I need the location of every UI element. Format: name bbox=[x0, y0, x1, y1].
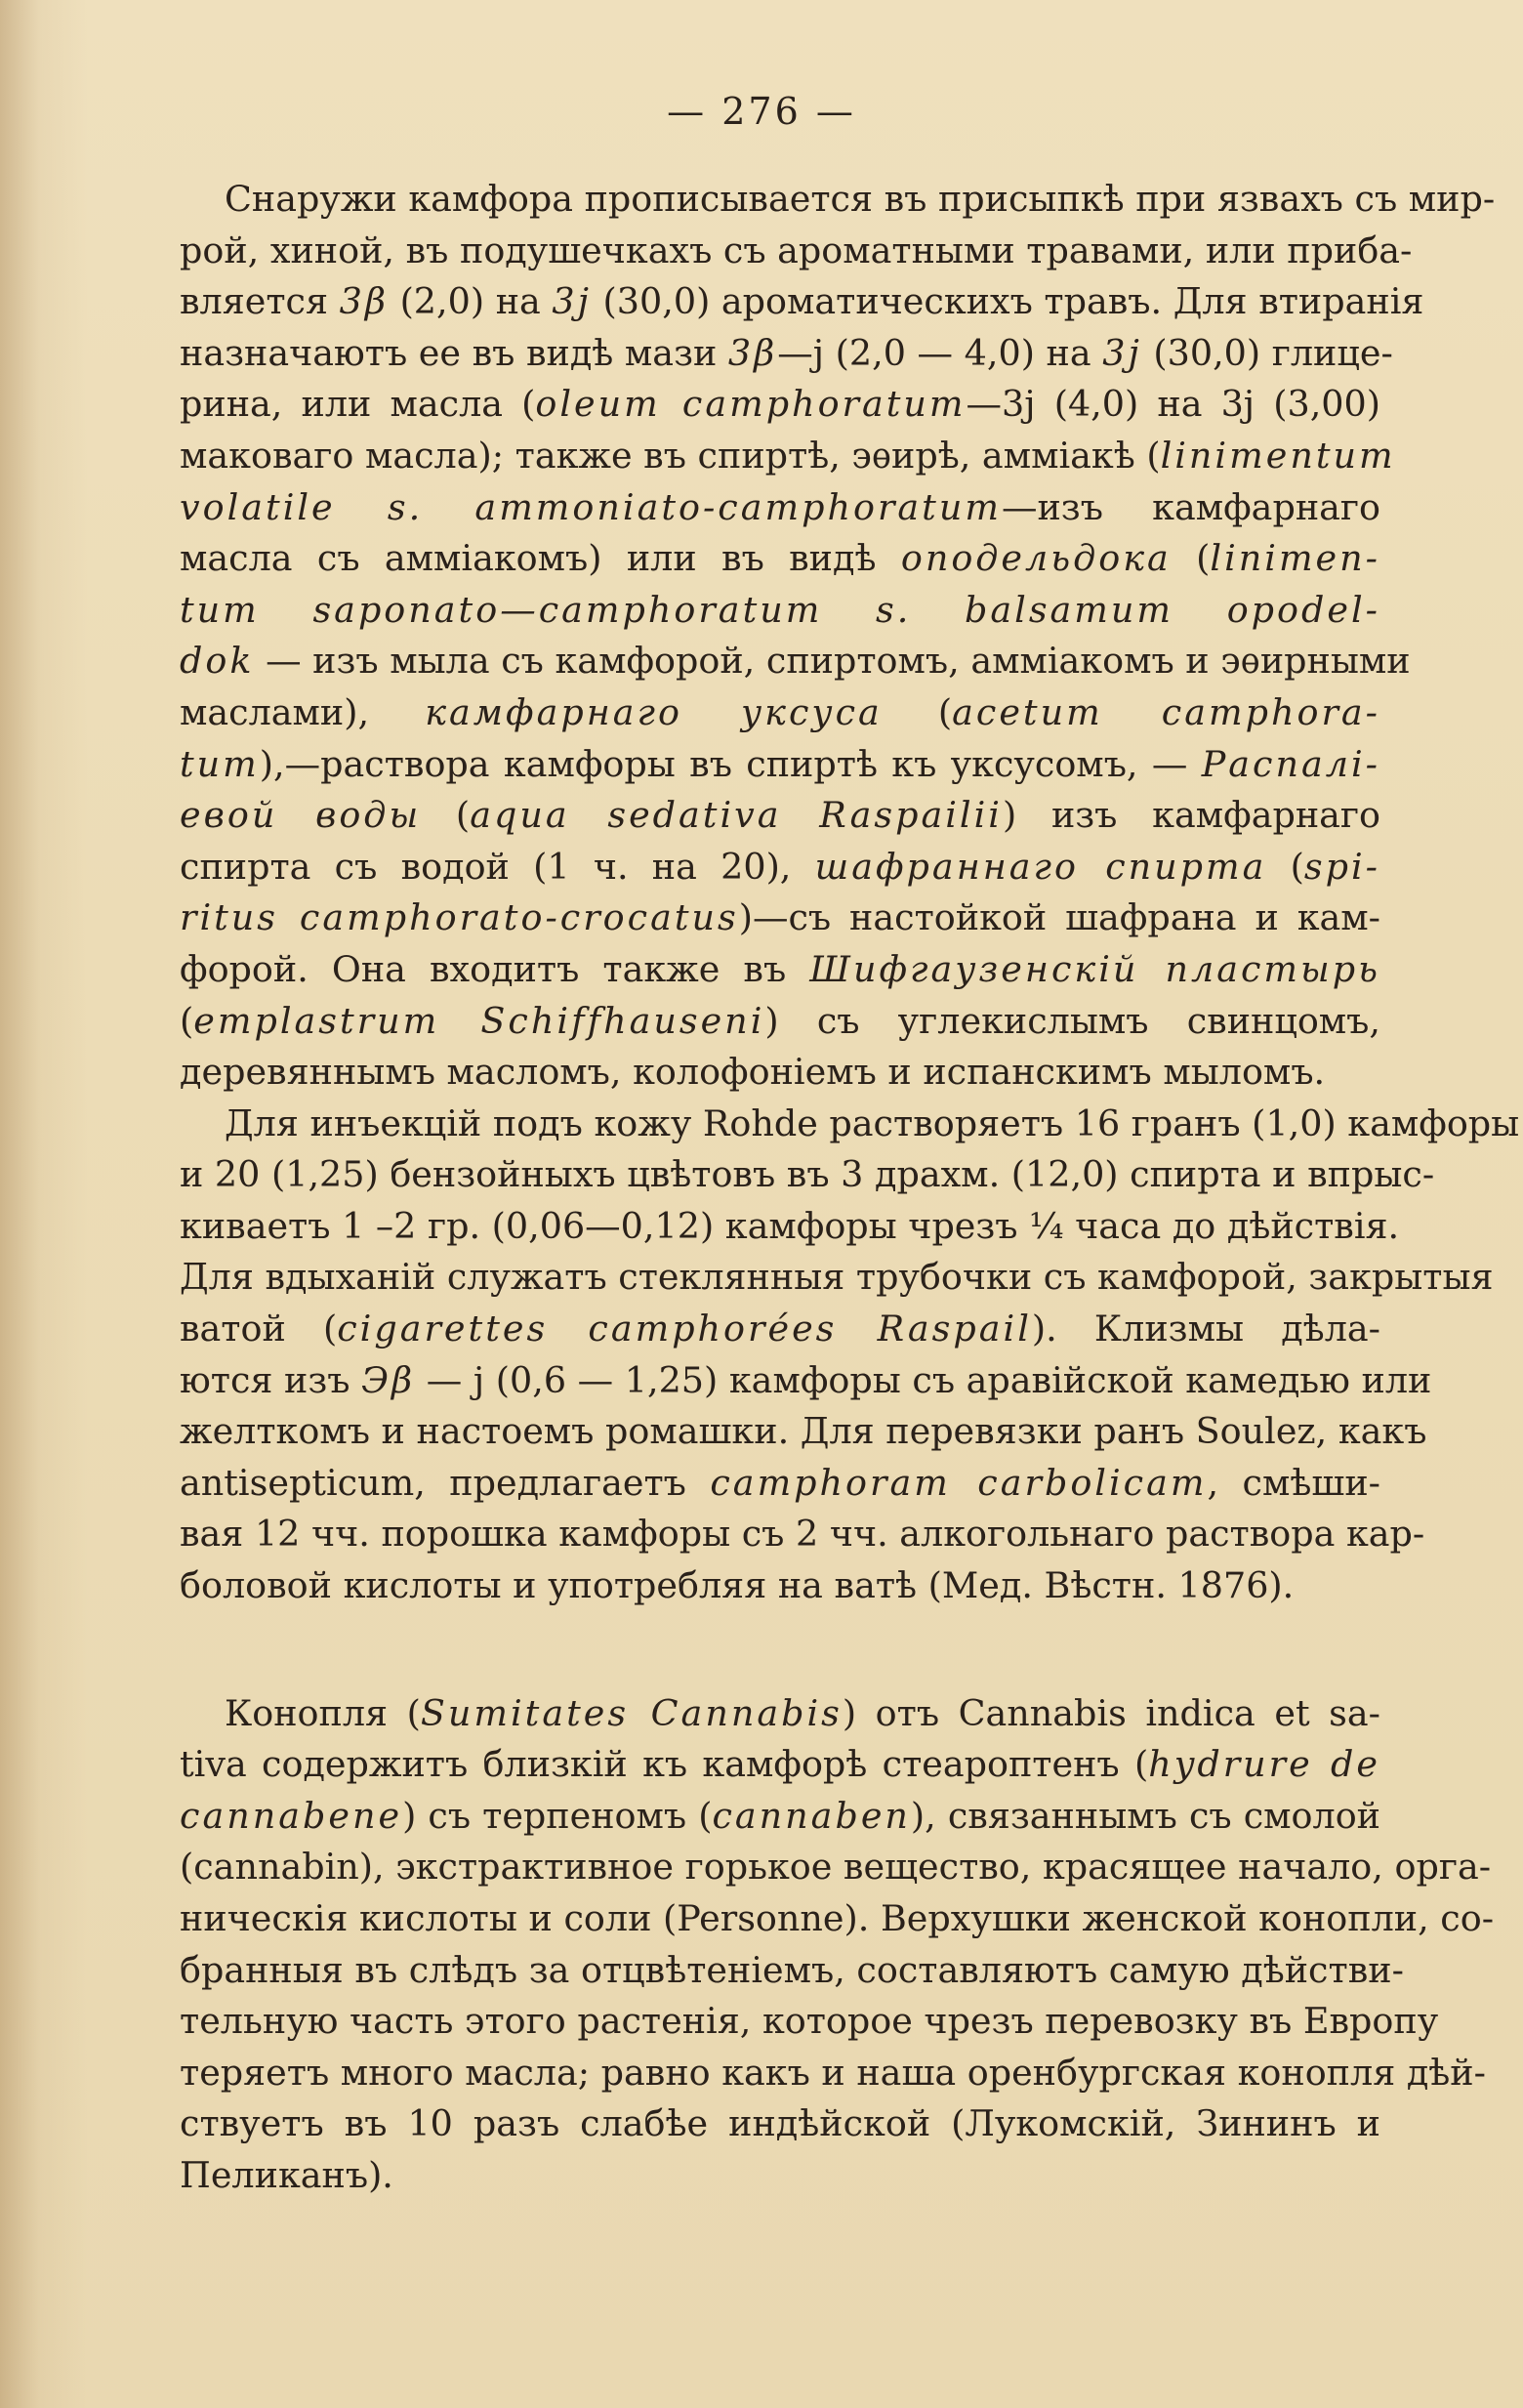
text-run: antisepticum, предлагаетъ bbox=[180, 1461, 711, 1504]
text-run: ( bbox=[421, 794, 471, 837]
italic-term: оподельдока bbox=[900, 537, 1172, 580]
text-run: ) изъ камфарнаго bbox=[1002, 794, 1381, 837]
text-run: ватой ( bbox=[180, 1308, 338, 1350]
text-run: Пеликанъ). bbox=[180, 2153, 393, 2196]
text-run: боловой кислоты и употребляя на ватѣ (Мед. Вѣстн. 1876). bbox=[180, 1564, 1295, 1607]
text-line bbox=[180, 1047, 1380, 1099]
text-line bbox=[180, 1406, 1427, 1458]
text-line bbox=[180, 1149, 1435, 1201]
text-run: (2,0) на bbox=[388, 280, 553, 323]
text-run: — изъ мыла съ камфорой, спиртомъ, амміакомъ и эѳирными bbox=[254, 640, 1411, 683]
text-line bbox=[180, 944, 1380, 996]
text-run: ) съ углекислымъ свинцомъ, bbox=[764, 999, 1381, 1042]
paragraph-camphor-external bbox=[180, 174, 1496, 1099]
text-line bbox=[180, 2150, 1380, 2202]
italic-term: 3β bbox=[727, 331, 778, 374]
text-line bbox=[180, 533, 1380, 585]
text-run: ) съ терпеномъ ( bbox=[402, 1794, 713, 1837]
text-line bbox=[180, 739, 1380, 791]
italic-term: tum saponato—camphoratum s. balsamum opodel- bbox=[180, 588, 1380, 631]
text-run: рой, хиной, въ подушечкахъ съ ароматными травами, или приба- bbox=[180, 228, 1413, 271]
text-run: назначаютъ ее въ видѣ мази bbox=[180, 331, 728, 374]
text-run: и 20 (1,25) бензойныхъ цвѣтовъ въ 3 драхм. (12,0) спирта и впрыс- bbox=[180, 1153, 1435, 1196]
italic-term: камфарнаго уксуса bbox=[425, 690, 883, 733]
text-run: ), связаннымъ съ смолой bbox=[910, 1794, 1380, 1837]
paragraph-camphor-injection bbox=[180, 1099, 1520, 1612]
text-run: , смѣши- bbox=[1207, 1461, 1380, 1504]
text-run: ( bbox=[180, 999, 194, 1042]
text-run: Для вдыханій служатъ стеклянныя трубочки съ камфорой, закрытыя bbox=[180, 1256, 1494, 1299]
text-run: ). Клизмы дѣла- bbox=[1031, 1308, 1380, 1350]
text-line bbox=[180, 1458, 1380, 1510]
paragraph-gap bbox=[180, 1612, 1380, 1688]
text-run: (30,0) ароматическихъ травъ. Для втиранія bbox=[591, 280, 1424, 323]
text-line bbox=[180, 1791, 1380, 1843]
text-line bbox=[180, 1509, 1425, 1560]
text-run: (cannabin), экстрактивное горькое вещество, красящее начало, орга- bbox=[180, 1846, 1492, 1889]
text-line bbox=[180, 379, 1380, 431]
text-run: киваетъ 1 –2 гр. (0,06—0,12) камфоры чрезъ ¼ часа до дѣйствія. bbox=[180, 1204, 1400, 1247]
italic-term: Эβ bbox=[361, 1358, 416, 1401]
italic-term: cannaben bbox=[712, 1794, 911, 1837]
text-line bbox=[180, 790, 1380, 842]
text-line bbox=[180, 2048, 1486, 2099]
text-run: ( bbox=[1266, 845, 1304, 888]
text-line bbox=[180, 687, 1380, 739]
text-line bbox=[180, 1739, 1380, 1791]
text-run: маслами), bbox=[180, 690, 426, 733]
text-run: Снаружи камфора прописывается въ присыпкѣ при язвахъ съ мир- bbox=[225, 178, 1496, 220]
italic-term: cigarettes camphorées Raspail bbox=[337, 1308, 1032, 1350]
text-run: теряетъ много масла; равно какъ и наша оренбургская конопля дѣй- bbox=[180, 2051, 1486, 2094]
text-run: деревяннымъ масломъ, колофоніемъ и испанскимъ мыломъ. bbox=[180, 1051, 1326, 1094]
text-run: Для инъекцій подъ кожу Rohde растворяетъ 16 гранъ (1,0) камфоры bbox=[225, 1101, 1520, 1144]
text-line bbox=[180, 276, 1424, 328]
text-run: ются изъ bbox=[180, 1358, 362, 1401]
italic-term: dok bbox=[180, 640, 255, 683]
text-line bbox=[180, 174, 1496, 226]
text-run: ническія кислоты и соли (Personne). Верхушки женской конопли, со- bbox=[180, 1897, 1495, 1939]
text-line bbox=[180, 1252, 1494, 1304]
text-line bbox=[180, 1304, 1380, 1355]
italic-term: cannabene bbox=[180, 1794, 403, 1837]
italic-term: linimentum bbox=[1160, 434, 1396, 477]
text-run: tiva содержитъ близкій къ камфорѣ стеароптенъ ( bbox=[180, 1743, 1149, 1786]
text-run: спирта съ водой (1 ч. на 20), bbox=[180, 845, 815, 888]
italic-term: emplastrum Schiffhauseni bbox=[193, 999, 765, 1042]
italic-term: 3j bbox=[1102, 331, 1142, 374]
italic-term: tum bbox=[180, 742, 260, 785]
italic-term: volatile s. ammoniato-camphoratum bbox=[180, 485, 1002, 528]
italic-term: hydrure de bbox=[1148, 1743, 1380, 1786]
text-run: (30,0) глице- bbox=[1141, 331, 1393, 374]
text-line bbox=[180, 1893, 1495, 1945]
text-line bbox=[180, 1201, 1400, 1253]
text-run: тельную часть этого растенія, которое чрезъ перевозку въ Европу bbox=[180, 2000, 1439, 2043]
italic-term: camphoram carbolicam bbox=[710, 1461, 1208, 1504]
text-line bbox=[180, 1996, 1439, 2048]
text-line bbox=[180, 2098, 1380, 2150]
text-run: ( bbox=[882, 690, 953, 733]
italic-term: евой воды bbox=[180, 794, 422, 837]
italic-term: Распалі- bbox=[1201, 742, 1380, 785]
italic-term: Sumitates Cannabis bbox=[420, 1691, 843, 1734]
text-line bbox=[180, 1355, 1432, 1407]
italic-term: шафраннаго спирта bbox=[814, 845, 1267, 888]
text-run: —изъ камфарнаго bbox=[1001, 485, 1380, 528]
text-line bbox=[180, 226, 1413, 277]
text-run: —3j (4,0) на 3j (3,00) bbox=[966, 383, 1380, 426]
text-line bbox=[180, 1842, 1492, 1893]
italic-term: 3β bbox=[339, 280, 389, 323]
page-text bbox=[180, 174, 1520, 2202]
italic-term: Шифгаузенскій пластырь bbox=[809, 947, 1380, 990]
text-run: вая 12 чч. порошка камфоры съ 2 чч. алкогольнаго раствора кар- bbox=[180, 1513, 1425, 1556]
italic-term: oleum camphoratum bbox=[535, 383, 967, 426]
text-run: Конопля ( bbox=[225, 1691, 421, 1734]
text-line bbox=[180, 482, 1380, 534]
text-run: рина, или масла ( bbox=[180, 383, 536, 426]
text-line bbox=[180, 1945, 1404, 1997]
italic-term: aqua sedativa Raspailii bbox=[470, 794, 1003, 837]
italic-term: ritus camphorato-crocatus bbox=[180, 896, 739, 939]
text-line bbox=[180, 585, 1380, 637]
text-line bbox=[180, 842, 1380, 893]
italic-term: 3j bbox=[552, 280, 592, 323]
text-line bbox=[180, 1099, 1520, 1150]
text-run: ) отъ Cannabis indica et sa- bbox=[842, 1691, 1380, 1734]
italic-term: spi- bbox=[1303, 845, 1380, 888]
text-line bbox=[180, 1560, 1380, 1612]
text-line bbox=[180, 431, 1396, 482]
text-run: вляется bbox=[180, 280, 340, 323]
italic-term: acetum camphora- bbox=[952, 690, 1380, 733]
text-run: бранныя въ слѣдъ за отцвѣтеніемъ, составляютъ самую дѣйстви- bbox=[180, 1948, 1404, 1991]
text-line bbox=[180, 893, 1380, 944]
text-line bbox=[180, 328, 1393, 380]
italic-term: linimen- bbox=[1210, 537, 1381, 580]
text-line bbox=[180, 636, 1411, 687]
text-line bbox=[180, 1688, 1380, 1740]
text-run: ),—раствора камфоры въ спиртѣ къ уксусомъ, — bbox=[259, 742, 1202, 785]
text-run: —j (2,0 — 4,0) на bbox=[777, 331, 1103, 374]
page-number: — 276 — bbox=[667, 90, 856, 133]
text-line bbox=[180, 996, 1380, 1048]
text-run: форой. Она входитъ также въ bbox=[180, 947, 810, 990]
text-run: масла съ амміакомъ) или въ видѣ bbox=[180, 537, 901, 580]
text-run: маковаго масла); также въ спиртѣ, эѳирѣ, амміакѣ ( bbox=[180, 434, 1161, 477]
text-run: желткомъ и настоемъ ромашки. Для перевязки ранъ Soulez, какъ bbox=[180, 1410, 1427, 1453]
text-run: )—съ настойкой шафрана и кам- bbox=[738, 896, 1380, 939]
text-run: ствуетъ въ 10 разъ слабѣе индѣйской (Лукомскій, Зининъ и bbox=[180, 2102, 1380, 2145]
text-run: — j (0,6 — 1,25) камфоры съ аравійской камедью или bbox=[415, 1358, 1432, 1401]
paragraph-cannabis bbox=[180, 1688, 1495, 2202]
text-run: ( bbox=[1171, 537, 1211, 580]
